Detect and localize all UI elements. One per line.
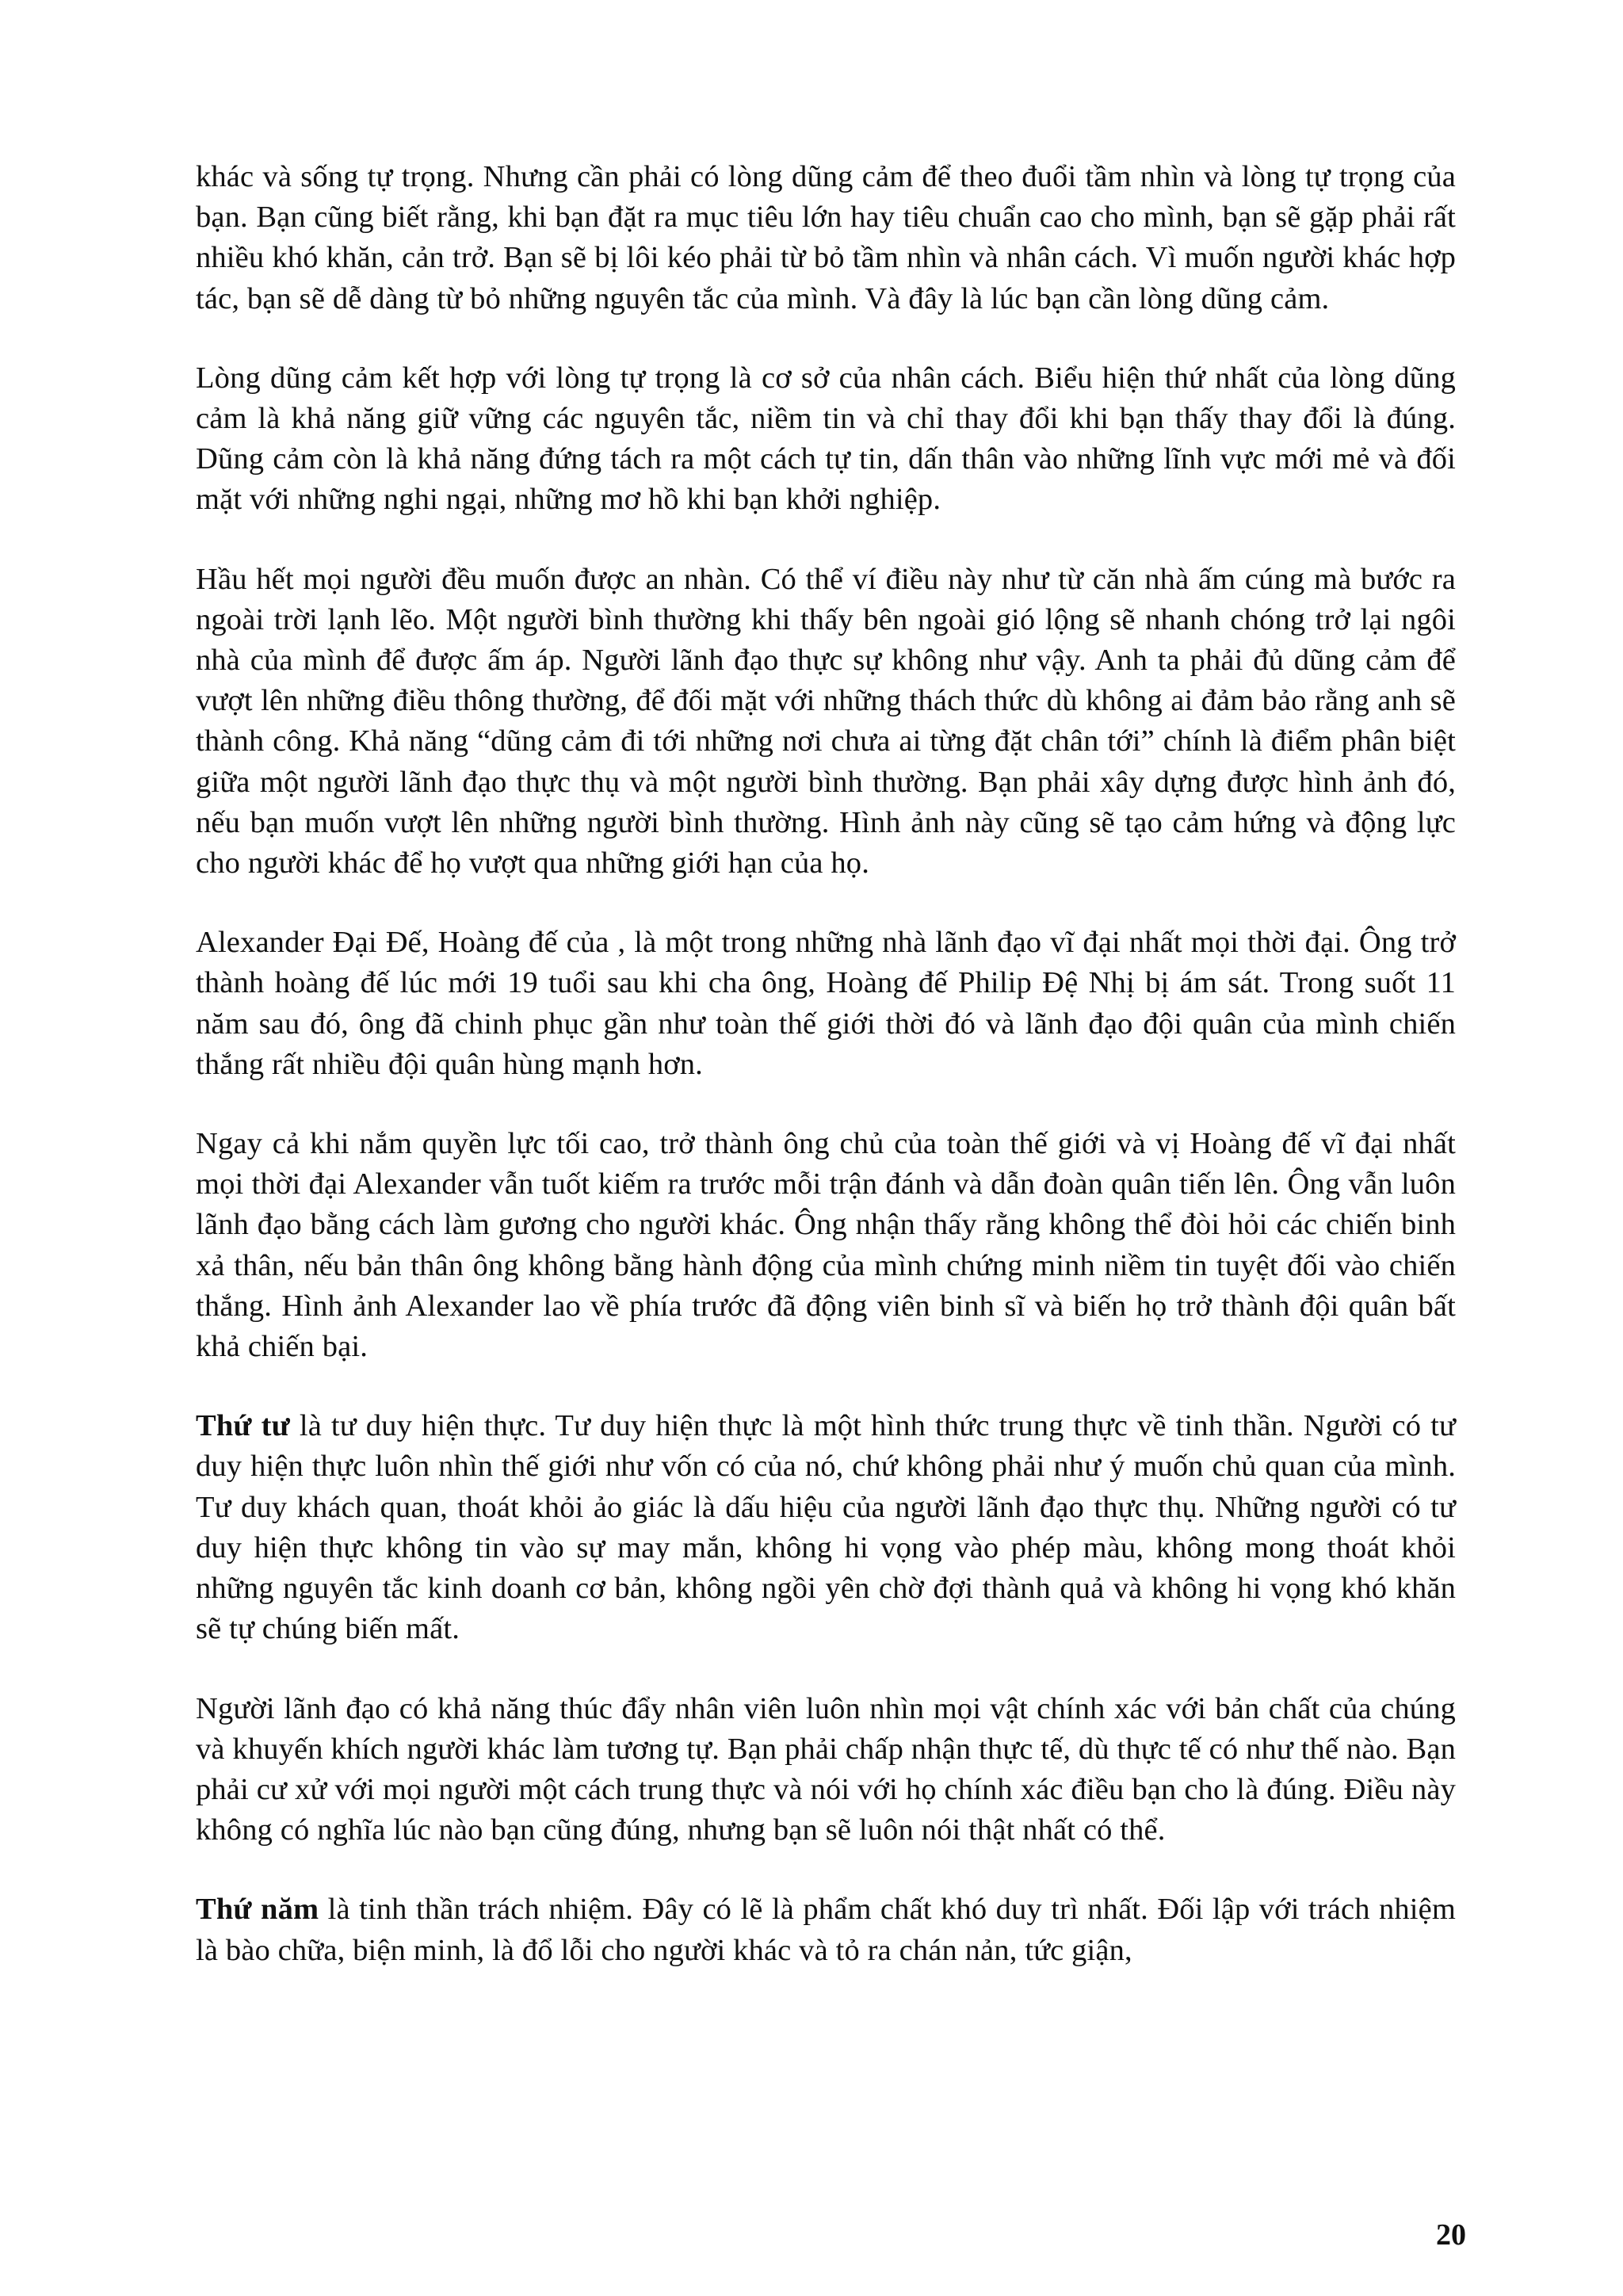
paragraph-7	[196, 1689, 1456, 1851]
paragraph-2	[196, 358, 1456, 521]
page-content	[196, 157, 1456, 2010]
paragraph-3	[196, 560, 1456, 884]
paragraph-6-lead: Thứ tư	[196, 1409, 290, 1443]
paragraph-8	[196, 1889, 1456, 1970]
paragraph-5	[196, 1124, 1456, 1367]
paragraph-7-text: Người lãnh đạo có khả năng thúc đẩy nhân viên luôn nhìn mọi vật chính xác với bản chất của chúng và khuyến khích người khác làm tương tự. Bạn phải chấp nhận thực tế, dù thực tế có như thế nào. Bạn phải cư xử với mọi người một cách trung thực và nói với họ chính xác điều bạn cho là đúng. Điều này không có nghĩa lúc nào bạn cũng đúng, nhưng bạn sẽ luôn nói thật nhất có thể.	[196, 1691, 1456, 1847]
paragraph-4	[196, 923, 1456, 1085]
paragraph-1-text: khác và sống tự trọng. Nhưng cần phải có lòng dũng cảm để theo đuổi tầm nhìn và lòng tự trọng của bạn. Bạn cũng biết rằng, khi bạn đặt ra mục tiêu lớn hay tiêu chuẩn cao cho mình, bạn sẽ gặp phải rất nhiều khó khăn, cản trở. Bạn sẽ bị lôi kéo phải từ bỏ tầm nhìn và nhân cách. Vì muốn người khác hợp tác, bạn sẽ dễ dàng từ bỏ những nguyên tắc của mình. Và đây là lúc bạn cần lòng dũng cảm.	[196, 160, 1456, 315]
paragraph-2-text: Lòng dũng cảm kết hợp với lòng tự trọng là cơ sở của nhân cách. Biểu hiện thứ nhất của lòng dũng cảm là khả năng giữ vững các nguyên tắc, niềm tin và chỉ thay đổi khi bạn thấy thay đổi là đúng. Dũng cảm còn là khả năng đứng tách ra một cách tự tin, dấn thân vào những lĩnh vực mới mẻ và đối mặt với những nghi ngại, những mơ hồ khi bạn khởi nghiệp.	[196, 361, 1456, 517]
paragraph-8-lead: Thứ năm	[196, 1893, 319, 1927]
paragraph-6-text: là tư duy hiện thực. Tư duy hiện thực là một hình thức trung thực về tinh thần. Người có tư duy hiện thực luôn nhìn thế giới như vốn có của nó, chứ không phải như ý muốn chủ quan của mình. Tư duy khách quan, thoát khỏi ảo giác là dấu hiệu của người lãnh đạo thực thụ. Những người có tư duy hiện thực không tin vào sự may mắn, không hi vọng vào phép màu, không mong thoát khỏi những nguyên tắc kinh doanh cơ bản, không ngồi yên chờ đợi thành quả và không hi vọng khó khăn sẽ tự chúng biến mất.	[196, 1409, 1456, 1646]
paragraph-8-text: là tinh thần trách nhiệm. Đây có lẽ là phẩm chất khó duy trì nhất. Đối lập với trách nhiệm là bào chữa, biện minh, là đổ lỗi cho người khác và tỏ ra chán nản, tức giận,	[196, 1893, 1456, 1967]
paragraph-6	[196, 1406, 1456, 1649]
paragraph-1	[196, 157, 1456, 319]
paragraph-5-text: Ngay cả khi nắm quyền lực tối cao, trở thành ông chủ của toàn thế giới và vị Hoàng đế vĩ đại nhất mọi thời đại Alexander vẫn tuốt kiếm ra trước mỗi trận đánh và dẫn đoàn quân tiến lên. Ông vẫn luôn lãnh đạo bằng cách làm gương cho người khác. Ông nhận thấy rằng không thể đòi hỏi các chiến binh xả thân, nếu bản thân ông không bằng hành động của mình chứng minh niềm tin tuyệt đối vào chiến thắng. Hình ảnh Alexander lao về phía trước đã động viên binh sĩ và biến họ trở thành đội quân bất khả chiến bại.	[196, 1127, 1456, 1364]
paragraph-3-text: Hầu hết mọi người đều muốn được an nhàn. Có thể ví điều này như từ căn nhà ấm cúng mà bước ra ngoài trời lạnh lẽo. Một người bình thường khi thấy bên ngoài gió lộng sẽ nhanh chóng trở lại ngôi nhà của mình để được ấm áp. Người lãnh đạo thực sự không như vậy. Anh ta phải đủ dũng cảm để vượt lên những điều thông thường, để đối mặt với những thách thức dù không ai đảm bảo rằng anh sẽ thành công. Khả năng “dũng cảm đi tới những nơi chưa ai từng đặt chân tới” chính là điểm phân biệt giữa một người lãnh đạo thực thụ và một người bình thường. Bạn phải xây dựng được hình ảnh đó, nếu bạn muốn vượt lên những người bình thường. Hình ảnh này cũng sẽ tạo cảm hứng và động lực cho người khác để họ vượt qua những giới hạn của họ.	[196, 562, 1456, 881]
paragraph-4-text: Alexander Đại Đế, Hoàng đế của , là một trong những nhà lãnh đạo vĩ đại nhất mọi thời đại. Ông trở thành hoàng đế lúc mới 19 tuổi sau khi cha ông, Hoàng đế Philip Đệ Nhị bị ám sát. Trong suốt 11 năm sau đó, ông đã chinh phục gần như toàn thế giới thời đó và lãnh đạo đội quân của mình chiến thắng rất nhiều đội quân hùng mạnh hơn.	[196, 926, 1456, 1081]
page-number: 20	[1436, 2218, 1466, 2252]
